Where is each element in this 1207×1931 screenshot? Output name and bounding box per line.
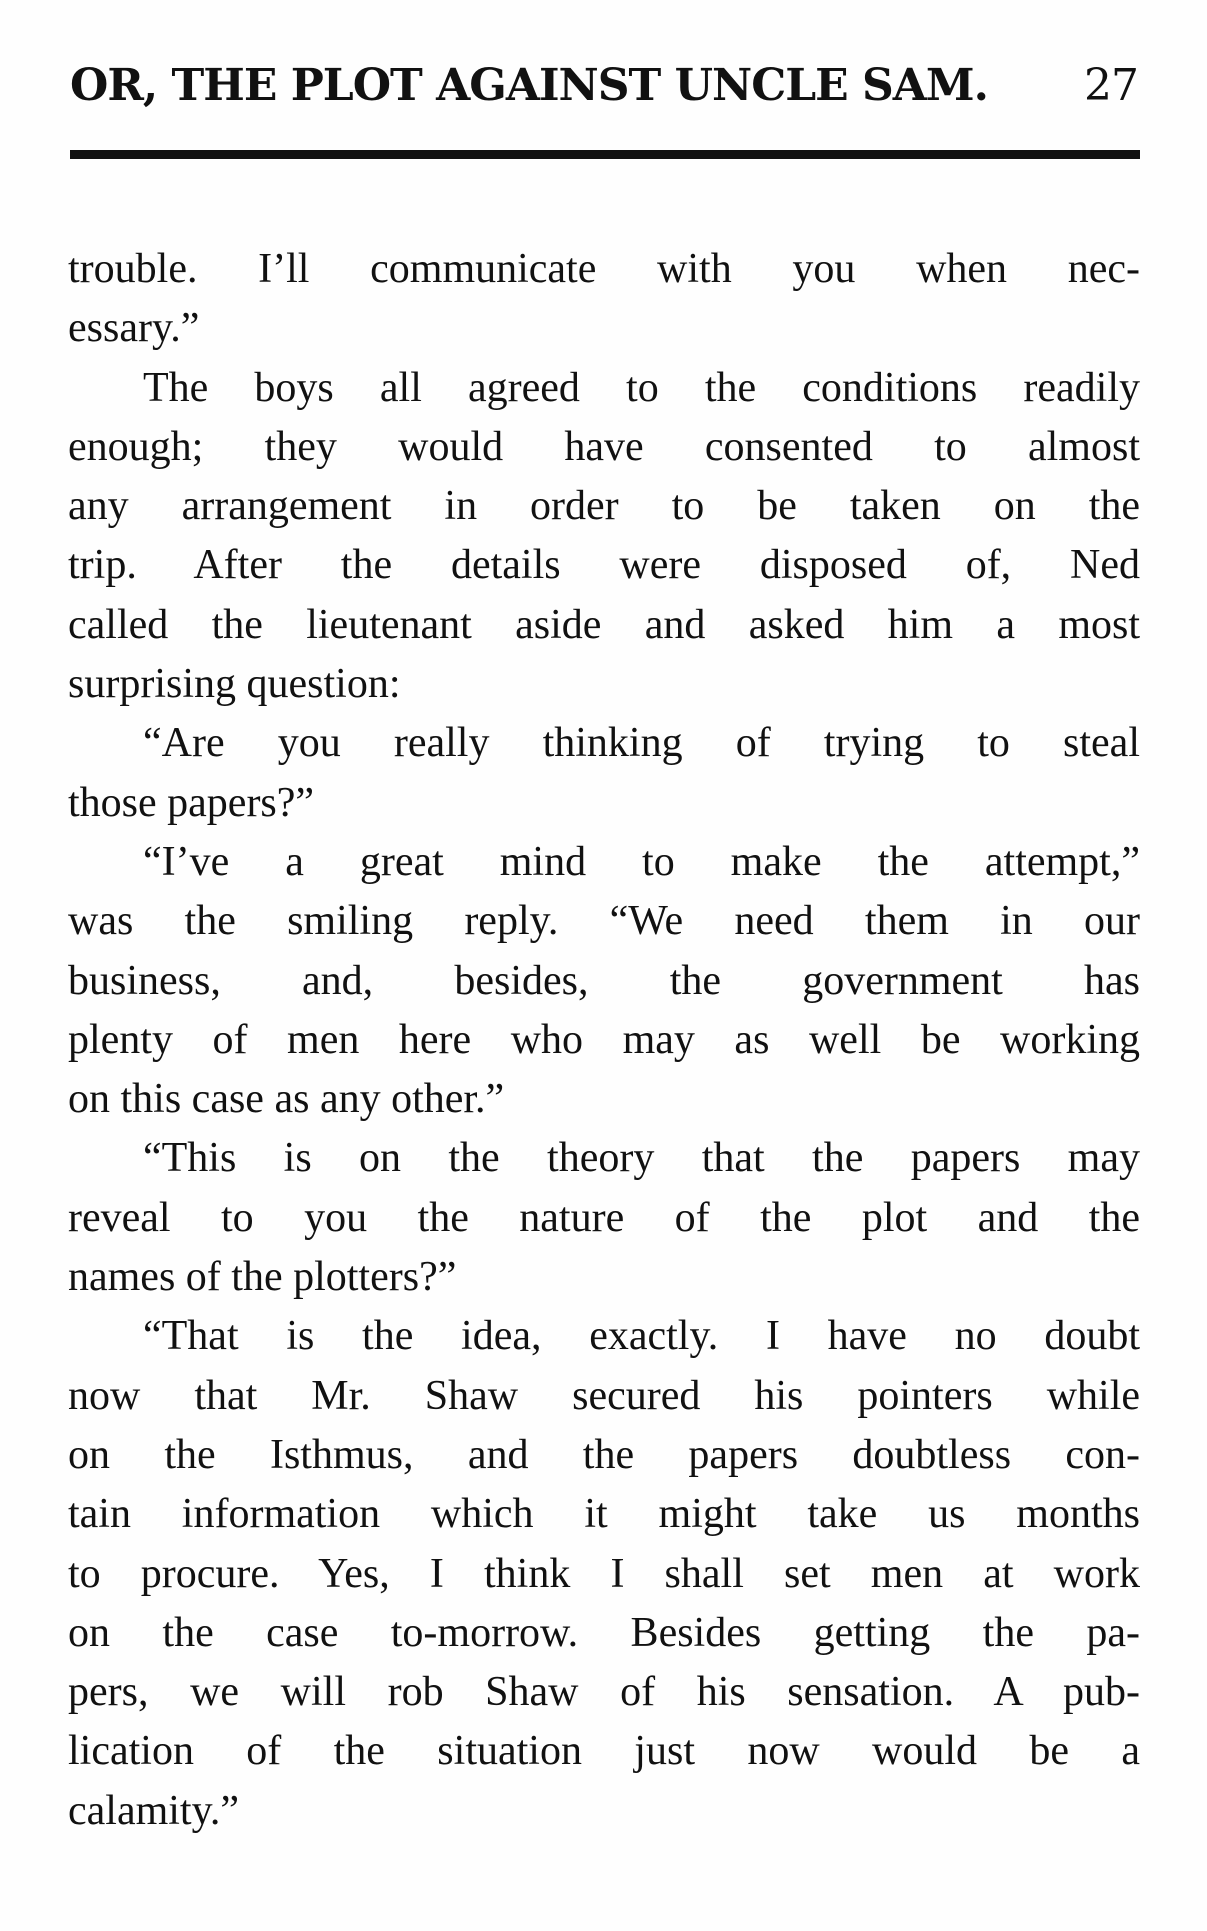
text-line: on the Isthmus, and the papers doubtless con- — [68, 1431, 1140, 1478]
header-rule — [70, 150, 1140, 159]
text-line: surprising question: — [68, 661, 401, 708]
text-line: essary.” — [68, 305, 200, 352]
text-line: trip. After the details were disposed of, Ned — [68, 542, 1140, 589]
text-line: plenty of men here who may as well be working — [68, 1016, 1140, 1063]
body-text — [68, 240, 1140, 1841]
text-line: now that Mr. Shaw secured his pointers while — [68, 1372, 1140, 1419]
text-line: “That is the idea, exactly. I have no doubt — [143, 1313, 1140, 1360]
text-line: lication of the situation just now would be a — [68, 1728, 1140, 1775]
text-line: on the case to-morrow. Besides getting the pa- — [68, 1609, 1140, 1656]
page-number: 27 — [1084, 60, 1138, 111]
text-line: calamity.” — [68, 1787, 240, 1834]
text-line: those papers?” — [68, 779, 315, 826]
text-line: business, and, besides, the government has — [68, 957, 1140, 1004]
text-line: any arrangement in order to be taken on the — [68, 483, 1140, 530]
running-header — [70, 60, 1138, 120]
text-line: to procure. Yes, I think I shall set men at work — [68, 1550, 1140, 1597]
text-line: was the smiling reply. “We need them in our — [68, 898, 1140, 945]
text-line: on this case as any other.” — [68, 1076, 505, 1123]
text-line: reveal to you the nature of the plot and the — [68, 1194, 1140, 1241]
text-line: The boys all agreed to the conditions readily — [143, 364, 1140, 411]
text-line: “This is on the theory that the papers may — [143, 1135, 1140, 1182]
text-line: tain information which it might take us months — [68, 1491, 1140, 1538]
text-line: enough; they would have consented to almost — [68, 423, 1140, 470]
running-title: OR, THE PLOT AGAINST UNCLE SAM. — [70, 60, 988, 111]
text-line: called the lieutenant aside and asked him a most — [68, 601, 1140, 648]
text-line: “Are you really thinking of trying to steal — [143, 720, 1140, 767]
text-line: trouble. I’ll communicate with you when nec- — [68, 246, 1140, 292]
text-line: names of the plotters?” — [68, 1254, 457, 1301]
text-line: “I’ve a great mind to make the attempt,” — [143, 838, 1140, 885]
text-line: pers, we will rob Shaw of his sensation. A pub- — [68, 1669, 1140, 1716]
